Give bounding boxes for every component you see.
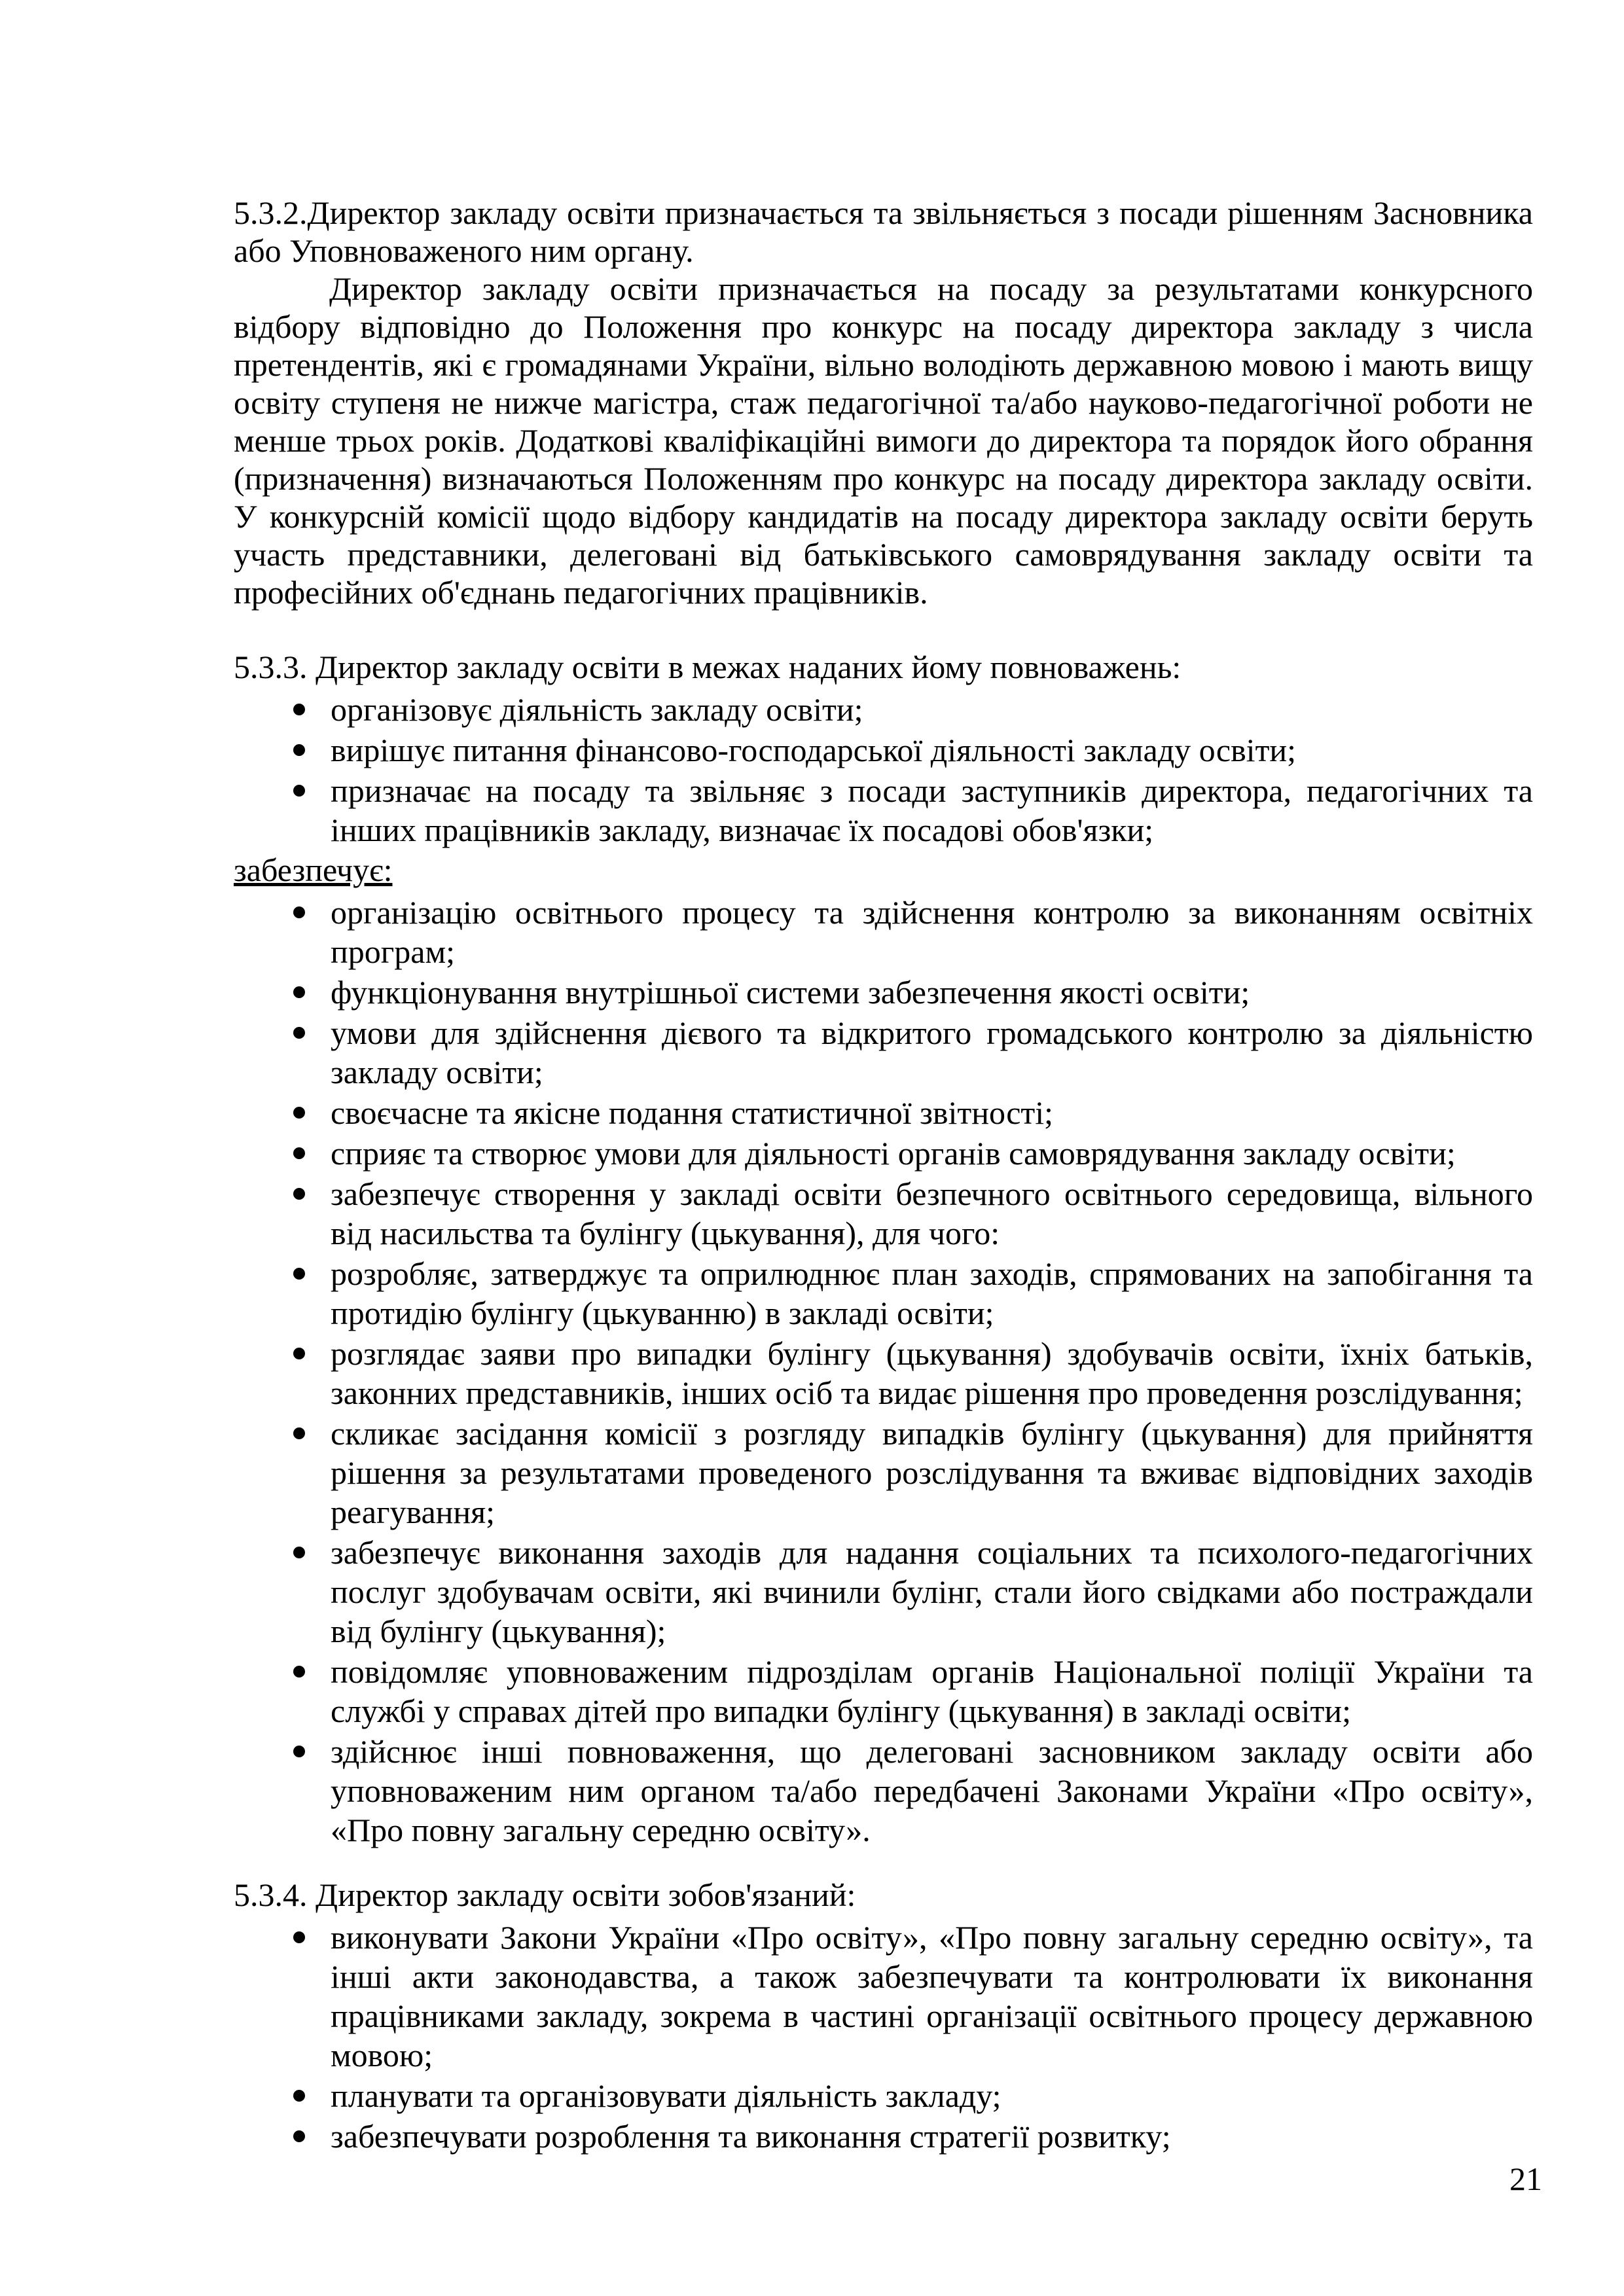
ensures-label [234,851,1533,889]
clause-5-3-2-paragraph-1: 5.3.2.Директор закладу освіти призначається та звільняється з посади рішенням Засновника або Уповноваженого ним органу. [234,194,1533,269]
list-item: організовує діяльність закладу освіти; [331,690,1533,729]
page-number: 21 [1509,2161,1542,2197]
list-item: виконувати Закони України «Про освіту», «Про повну загальну середню освіту», та інші акти законодавства, а також забезпечувати та контролювати їх виконання працівниками закладу, зокрема в частині організації освітнього процесу державною мовою; [331,1919,1533,2073]
list-item: скликає засідання комісії з розгляду випадків булінгу (цькування) для прийняття рішення за результатами проведеного розслідування та вживає відповідних заходів реагування; [331,1415,1533,1530]
ensures-label-text: забезпечує: [234,852,393,888]
list-item: забезпечує виконання заходів для надання соціальних та психолого-педагогічних послуг здобувачам освіти, які вчинили булінг, стали його свідками або постраждали від булінгу (цькування); [331,1534,1533,1649]
clause-5-3-3-powers-list [234,690,1533,850]
list-item: функціонування внутрішньої системи забезпечення якості освіти; [331,973,1533,1012]
list-item: призначає на посаду та звільняє з посади заступників директора, педагогічних та інших працівників закладу, визначає їх посадові обов'язки; [331,772,1533,848]
list-item: розглядає заяви про випадки булінгу (цькування) здобувачів освіти, їхніх батьків, законних представників, інших осіб та видає рішення про проведення розслідування; [331,1335,1533,1411]
list-item: сприяє та створює умови для діяльності органів самоврядування закладу освіти; [331,1134,1533,1173]
list-item: вирішує питання фінансово-господарської діяльності закладу освіти; [331,730,1533,770]
clause-5-3-4-duties-list [234,1918,1533,2156]
list-item: повідомляє уповноваженим підрозділам органів Національної поліції України та службі у справах дітей про випадки булінгу (цькування) в закладі освіти; [331,1653,1533,1729]
clause-5-3-3-heading: 5.3.3. Директор закладу освіти в межах наданих йому повноважень: [234,649,1182,685]
clause-5-3-3-ensures-list [234,893,1533,1850]
page-content [234,194,1533,2157]
list-item: забезпечує створення у закладі освіти безпечного освітнього середовища, вільного від насильства та булінгу (цькування), для чого: [331,1175,1533,1251]
list-item: планувати та організовувати діяльність закладу; [331,2076,1533,2115]
list-item: розробляє, затверджує та оприлюднює план заходів, спрямованих на запобігання та протидію булінгу (цькуванню) в закладі освіти; [331,1255,1533,1331]
list-item: забезпечувати розроблення та виконання стратегії розвитку; [331,2117,1533,2156]
list-item: умови для здійснення дієвого та відкритого громадського контролю за діяльністю закладу освіти; [331,1014,1533,1090]
clause-5-3-2-paragraph-2: Директор закладу освіти призначається на посаду за результатами конкурсного відбору відповідно до Положення про конкурс на посаду директора закладу з числа претендентів, які є громадянами України, вільно володіють державною мовою і мають вищу освіту ступеня не нижче магістра, стаж педагогічної та/або науково-педагогічної роботи не менше трьох років. Додаткові кваліфікаційні вимоги до директора та порядок його обрання (призначення) визначаються Положенням про конкурс на посаду директора закладу освіти. У конкурсній комісії щодо відбору кандидатів на посаду директора закладу освіти беруть участь представники, делеговані від батьківського самоврядування закладу освіти та професійних об'єднань педагогічних працівників. [234,270,1533,611]
list-item: організацію освітнього процесу та здійснення контролю за виконанням освітніх програм; [331,894,1533,970]
list-item: своєчасне та якісне подання статистичної звітності; [331,1093,1533,1132]
list-item: здійснює інші повноваження, що делеговані засновником закладу освіти або уповноваженим ним органом та/або передбачені Законами України «Про освіту», «Про повну загальну середню освіту». [331,1733,1533,1848]
clause-5-3-4-heading: 5.3.4. Директор закладу освіти зобов'язаний: [234,1876,856,1913]
